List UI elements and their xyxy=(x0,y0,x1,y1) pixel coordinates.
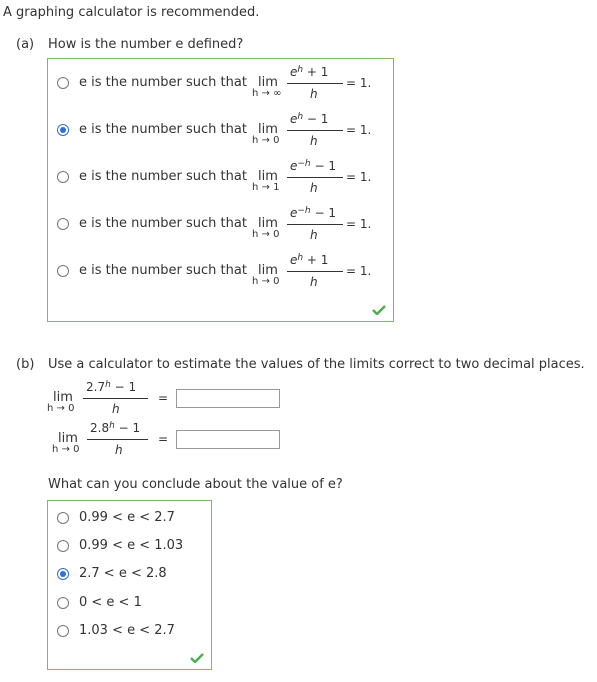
option-radio[interactable] xyxy=(57,77,69,89)
lim-text: lim xyxy=(258,122,278,137)
part-b-instruction: Use a calculator to estimate the values of the limits correct to two decimal places. xyxy=(48,357,585,372)
fraction-denominator: h xyxy=(310,228,318,242)
fraction-bar xyxy=(287,224,343,225)
lim-text: lim xyxy=(258,216,278,231)
option-label: 0 < e < 1 xyxy=(79,595,142,610)
option-radio[interactable] xyxy=(57,265,69,277)
option-prefix: e is the number such that xyxy=(79,216,247,231)
option-radio[interactable] xyxy=(57,124,69,136)
equals-text: = xyxy=(158,432,169,446)
option-radio[interactable] xyxy=(57,597,69,609)
option-prefix: e is the number such that xyxy=(79,169,247,184)
option-prefix: e is the number such that xyxy=(79,122,247,137)
lim-text: lim xyxy=(258,75,278,90)
option-label: 2.7 < e < 2.8 xyxy=(79,566,167,581)
fraction-denominator: h xyxy=(310,275,318,289)
num-rest: + 1 xyxy=(303,253,329,267)
lim-subscript: h → 1 xyxy=(252,182,280,193)
lim-subscript: h → ∞ xyxy=(252,88,282,99)
fraction-denominator: h xyxy=(115,443,123,457)
num-rest: − 1 xyxy=(114,421,141,435)
intro-text: A graphing calculator is recommended. xyxy=(3,5,260,20)
lim-subscript: h → 0 xyxy=(252,276,280,287)
lim-text: lim xyxy=(258,263,278,278)
fraction-denominator: h xyxy=(310,87,318,101)
part-b-label: (b) xyxy=(16,357,35,372)
equals-text: = 1. xyxy=(346,123,372,137)
fraction-numerator xyxy=(90,421,140,435)
fraction-denominator: h xyxy=(310,134,318,148)
num-exponent: h xyxy=(297,253,304,263)
fraction-numerator xyxy=(290,206,336,220)
lim-subscript: h → 0 xyxy=(252,135,280,146)
fraction-bar xyxy=(83,398,148,399)
num-base: e xyxy=(290,253,298,267)
option-radio[interactable] xyxy=(57,568,69,580)
num-exponent: −h xyxy=(297,159,311,169)
option-label: 0.99 < e < 1.03 xyxy=(79,538,184,553)
lim-subscript: h → 0 xyxy=(252,229,280,240)
fraction-numerator xyxy=(290,253,328,267)
equals-text: = 1. xyxy=(346,264,372,278)
num-rest: − 1 xyxy=(310,206,336,220)
fraction-bar xyxy=(87,439,148,440)
lim-subscript: h → 0 xyxy=(47,403,75,414)
option-radio[interactable] xyxy=(57,512,69,524)
lim-text: lim xyxy=(58,431,78,446)
fraction-numerator xyxy=(290,65,328,79)
checkmark-icon xyxy=(190,652,204,662)
equals-text: = 1. xyxy=(346,170,372,184)
limit-answer-input[interactable] xyxy=(176,389,280,408)
equals-text: = xyxy=(158,391,169,405)
num-base: e xyxy=(290,206,298,220)
limit-answer-input[interactable] xyxy=(176,430,280,449)
fraction-bar xyxy=(287,83,343,84)
option-prefix: e is the number such that xyxy=(79,263,247,278)
num-exponent: h xyxy=(105,380,111,390)
num-rest: − 1 xyxy=(110,380,137,394)
fraction-bar xyxy=(287,177,343,178)
fraction-denominator: h xyxy=(310,181,318,195)
option-radio[interactable] xyxy=(57,540,69,552)
num-exponent: h xyxy=(109,421,115,431)
option-radio[interactable] xyxy=(57,218,69,230)
fraction-numerator xyxy=(86,380,136,394)
num-base: e xyxy=(290,159,298,173)
fraction-denominator: h xyxy=(112,402,120,416)
num-exponent: −h xyxy=(297,206,311,216)
fraction-bar xyxy=(287,271,343,272)
num-base: e xyxy=(290,112,298,126)
fraction-bar xyxy=(287,130,343,131)
num-base: 2.8 xyxy=(90,421,110,435)
option-prefix: e is the number such that xyxy=(79,75,247,90)
fraction-numerator xyxy=(290,112,328,126)
num-rest: − 1 xyxy=(303,112,329,126)
part-a-question: How is the number e defined? xyxy=(48,37,244,52)
equals-text: = 1. xyxy=(346,76,372,90)
lim-subscript: h → 0 xyxy=(52,444,80,455)
lim-text: lim xyxy=(258,169,278,184)
option-radio[interactable] xyxy=(57,171,69,183)
fraction-numerator xyxy=(290,159,336,173)
num-exponent: h xyxy=(297,112,304,122)
num-rest: + 1 xyxy=(303,65,329,79)
num-base: e xyxy=(290,65,298,79)
conclude-question: What can you conclude about the value of e? xyxy=(48,477,343,492)
option-radio[interactable] xyxy=(57,625,69,637)
part-a-answer-box xyxy=(47,58,394,322)
equals-text: = 1. xyxy=(346,217,372,231)
checkmark-icon xyxy=(372,304,386,314)
num-exponent: h xyxy=(297,65,304,75)
num-base: 2.7 xyxy=(86,380,106,394)
part-b-answer-box xyxy=(47,500,212,670)
option-label: 0.99 < e < 2.7 xyxy=(79,510,175,525)
option-label: 1.03 < e < 2.7 xyxy=(79,623,175,638)
lim-text: lim xyxy=(53,390,73,405)
part-a-label: (a) xyxy=(16,37,35,52)
num-rest: − 1 xyxy=(310,159,336,173)
